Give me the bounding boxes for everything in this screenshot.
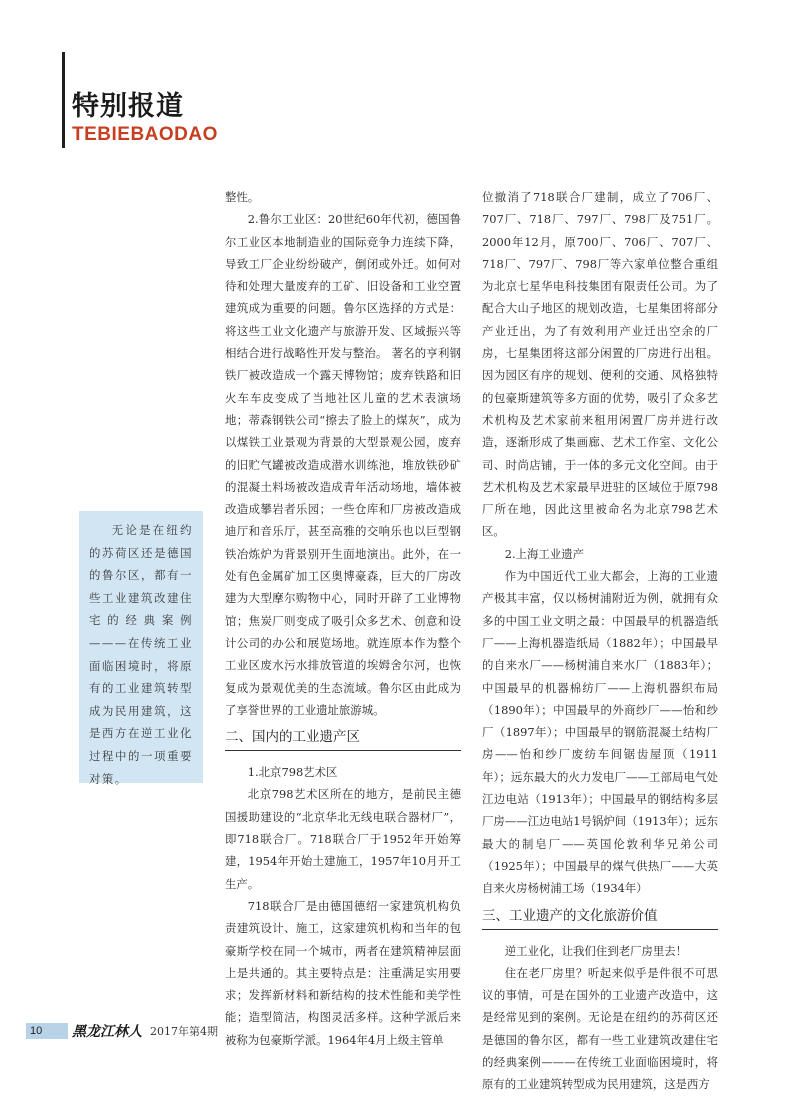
paragraph: 位撤消了718联合厂建制，成立了706厂、707厂、718厂、797厂、798厂及751厂。2000年12月，原700厂、706厂、707厂、718厂、797厂、798厂等六家单位整合重组为北京七星华电科技集团有限责任公司。为了配合大山子地区的规划改造，七星集团将部分产业迁出，为了有效利用产业迁出空余的厂房，七星集团将这部分闲置的厂房进行出租。因为园区有序的规划、便利的交通、风格独特的包豪斯建筑等多方面的优势，吸引了众多艺术机构及艺术家前来租用闲置厂房并进行改造，逐渐形成了集画廊、艺术工作室、文化公司、时尚店铺，于一体的多元文化空间。由于艺术机构及艺术家最早进驻的区域位于原798厂所在地，因此这里被命名为北京798艺术区。 <box>482 190 718 539</box>
paragraph: 逆工业化，让我们住到老厂房里去！ <box>504 943 688 958</box>
left-column <box>225 186 461 1051</box>
paragraph: 作为中国近代工业大都会，上海的工业遗产极其丰富，仅以杨树浦附近为例，就拥有众多的中国工业文明之最：中国最早的机器造纸厂——上海机器造纸局（1882年）；中国最早的自来水厂——杨树浦自来水厂（1883年）；中国最早的机器棉纺厂——上海机器织布局（1890年）；中国最早的外商纱厂——怡和纱厂（1897年）；中国最早的钢筋混凝土结构厂房——怡和纱厂废纺车间锯齿屋顶（1911年）；远东最大的火力发电厂——工部局电气处江边电站（1913年）；中国最早的钢结构多层厂房——江边电站1号锅炉间（1913年）；远东最大的制皂厂——英国伦敦利华兄弟公司（1925年）；中国最早的煤气供热厂——大英自来火房杨树浦工场（1934年） <box>482 569 718 896</box>
issue-label: 2017年第4期 <box>150 1024 218 1038</box>
subheading: 1.北京798艺术区 <box>247 765 338 780</box>
paragraph: 718联合厂是由德国德绍一家建筑机构负责建筑设计、施工，这家建筑机构和当年的包豪斯学校在同一个城市，两者在建筑精神层面上是共通的。其主要特点是：注重满足实用要求；发挥新材料和新结构的技术性能和美学性能；造型简洁，构图灵活多样。这种学派后来被称为包豪斯学派。1964年4月上级主管单 <box>225 898 461 1047</box>
page-number: 10 <box>26 1023 68 1039</box>
section-heading: 三、工业遗产的文化旅游价值 <box>482 906 718 930</box>
paragraph: 北京798艺术区所在的地方，是前民主德国援助建设的“北京华北无线电联合器材厂”，即718联合厂。718联合厂于1952年开始筹建，1954年开始土建施工，1957年10月开工生产。 <box>225 787 461 891</box>
paragraph: 住在老厂房里？听起来似乎是件很不可思议的事情，可是在国外的工业遗产改造中，这是经常见到的案例。无论是在纽约的苏荷区还是德国的鲁尔区，都有一些工业建筑改建住宅的经典案例———在传统工业面临困境时，将原有的工业建筑转型成为民用建筑，这是西方 <box>482 965 718 1092</box>
pullquote: 无论是在纽约的苏荷区还是德国的鲁尔区，都有一些工业建筑改建住宅的经典案例———在传统工业面临困境时，将原有的工业建筑转型成为民用建筑，这是西方在逆工业化过程中的一项重要对策。 <box>79 511 203 783</box>
header-accent-bar <box>62 52 65 148</box>
section-pinyin: TEBIEBAODAO <box>72 124 218 145</box>
section-title: 特别报道 <box>72 91 184 122</box>
paragraph: 2.鲁尔工业区：20世纪60年代初，德国鲁尔工业区本地制造业的国际竞争力连续下降，导致工厂企业纷纷破产，倒闭或外迁。如何对待和处理大量废弃的工矿、旧设备和工业空置建筑成为重要的问题。鲁尔区选择的方式是：将这些工业文化遗产与旅游开发、区域振兴等相结合进行战略性开发与整治。 著名的亨利钢铁厂被改造成一个露天博物馆；废弃铁路和旧火车车皮变成了当地社区儿童的艺术表演场地；蒂森钢铁公司“擦去了脸上的煤灰”，成为以煤铁工业景观为背景的大型景观公园，废弃的旧贮气罐被改造成潜水训练池，堆放铁砂矿的混凝土料场被改造成青年活动场地，墙体被改造成攀岩者乐园；一些仓库和厂房被改造成迪厅和音乐厅，甚至高雅的交响乐也以巨型钢铁冶炼炉为背景别开生面地演出。此外，在一处有色金属矿加工区奥博豪森，巨大的厂房改建为大型摩尔购物中心，同时开辟了工业博物馆；焦炭厂则变成了吸引众多艺术、创意和设计公司的办公和展览场地。就连原本作为整个工业区废水污水排放管道的埃姆舍尔河，也恢复成为景观优美的生态流域。鲁尔区由此成为了享誉世界的工业遗址旅游城。 <box>225 212 461 717</box>
section-heading: 二、国内的工业遗产区 <box>225 727 461 751</box>
right-column <box>482 186 718 1096</box>
magazine-logo: 黑龙江林人 <box>72 1023 142 1040</box>
paragraph: 整性。 <box>225 190 260 204</box>
page-footer <box>26 1022 246 1039</box>
subheading: 2.上海工业遗产 <box>504 546 585 561</box>
